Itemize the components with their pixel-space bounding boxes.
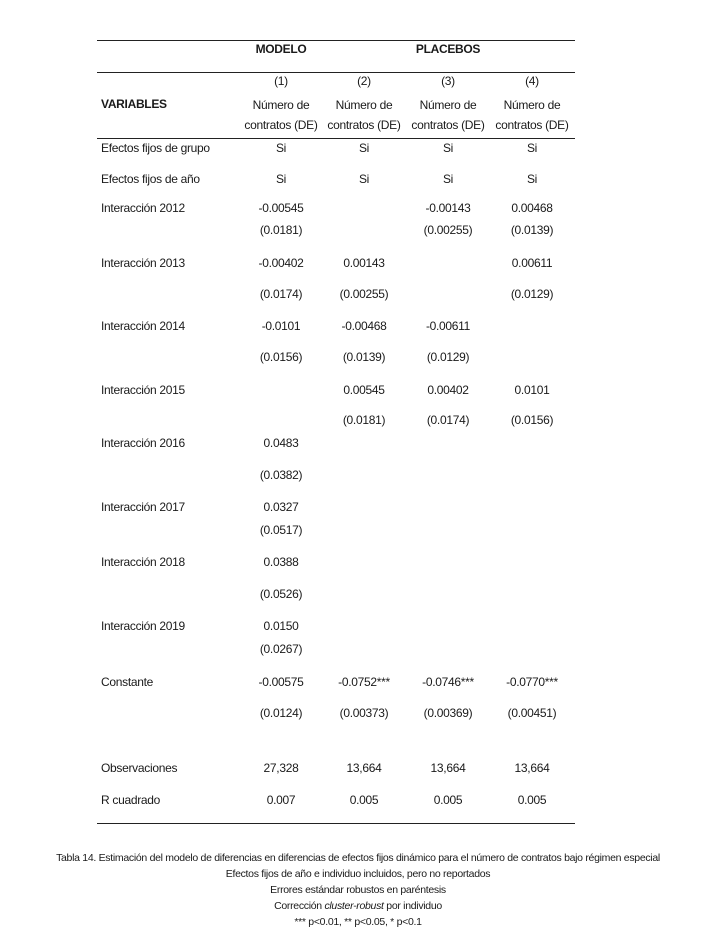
coef-cell-col1: -0.00575 bbox=[258, 675, 304, 689]
coef-cell-col3: -0.00611 bbox=[425, 319, 471, 333]
model-heading: MODELO bbox=[255, 42, 307, 56]
coef-cell-col4: 0.005 bbox=[517, 793, 547, 807]
caption-line-2: Efectos fijos de año e individuo incluidos, pero no reportados bbox=[225, 868, 491, 880]
row-label: R cuadrado bbox=[101, 793, 161, 807]
se-cell-col1: (0.0174) bbox=[259, 287, 303, 301]
se-cell-col1: (0.0382) bbox=[259, 468, 303, 482]
col-number-2: (2) bbox=[357, 74, 371, 88]
se-cell-col1: (0.0517) bbox=[259, 523, 303, 537]
col-title-line1: Número de bbox=[503, 98, 561, 112]
row-label: Interacción 2017 bbox=[101, 500, 185, 514]
se-cell-col1: (0.0526) bbox=[259, 587, 303, 601]
coef-cell-col2: 0.005 bbox=[349, 793, 379, 807]
se-cell-col2: (0.00255) bbox=[339, 287, 389, 301]
columns-rule bbox=[97, 138, 575, 139]
coef-cell-col3: -0.0746*** bbox=[422, 675, 474, 689]
coef-cell-col1: 27,328 bbox=[263, 761, 299, 775]
se-cell-col4: (0.00451) bbox=[507, 706, 557, 720]
row-label: Interacción 2014 bbox=[101, 319, 185, 333]
col-title-line2: contratos (DE) bbox=[411, 118, 485, 132]
col-title-1 bbox=[244, 95, 317, 135]
caption-line-4-italic: cluster-robust bbox=[324, 900, 384, 912]
coef-cell-col2: Si bbox=[358, 172, 370, 186]
se-cell-col3: (0.0129) bbox=[426, 350, 470, 364]
col-number-1: (1) bbox=[274, 74, 288, 88]
col-title-3 bbox=[411, 95, 484, 135]
coef-cell-col3: -0.00143 bbox=[425, 201, 471, 215]
se-cell-col3: (0.00369) bbox=[423, 706, 473, 720]
caption-line-4-pre: Corrección bbox=[274, 900, 325, 912]
se-cell-col1: (0.0124) bbox=[259, 706, 303, 720]
coef-cell-col1: 0.0327 bbox=[263, 500, 299, 514]
se-cell-col4: (0.0129) bbox=[510, 287, 554, 301]
se-cell-col1: (0.0156) bbox=[259, 350, 303, 364]
coef-cell-col2: 0.00545 bbox=[343, 383, 385, 397]
coef-cell-col2: -0.00468 bbox=[341, 319, 387, 333]
col-number-3: (3) bbox=[441, 74, 455, 88]
row-label: Efectos fijos de grupo bbox=[101, 141, 210, 155]
coef-cell-col1: -0.00402 bbox=[258, 256, 304, 270]
coef-cell-col2: 13,664 bbox=[346, 761, 382, 775]
se-cell-col4: (0.0139) bbox=[510, 223, 554, 237]
col-title-2 bbox=[327, 95, 400, 135]
coef-cell-col3: Si bbox=[442, 141, 454, 155]
caption-line-1: Tabla 14. Estimación del modelo de diferencias en diferencias de efectos fijos dinámico para el número de contratos bajo régimen especial bbox=[56, 852, 660, 864]
row-label: Interacción 2012 bbox=[101, 201, 185, 215]
coef-cell-col2: Si bbox=[358, 141, 370, 155]
coef-cell-col1: 0.0150 bbox=[263, 619, 299, 633]
col-title-line1: Número de bbox=[335, 98, 393, 112]
coef-cell-col4: 13,664 bbox=[514, 761, 550, 775]
coef-cell-col4: -0.0770*** bbox=[506, 675, 558, 689]
caption-line-4-post: por individuo bbox=[383, 900, 442, 912]
coef-cell-col4: 0.00611 bbox=[511, 256, 553, 270]
coef-cell-col3: Si bbox=[442, 172, 454, 186]
placebo-heading: PLACEBOS bbox=[415, 42, 481, 56]
se-cell-col3: (0.00255) bbox=[423, 223, 473, 237]
coef-cell-col2: -0.0752*** bbox=[338, 675, 390, 689]
caption-line-4 bbox=[0, 898, 716, 914]
col-title-4 bbox=[495, 95, 568, 135]
col-title-line1: Número de bbox=[252, 98, 310, 112]
row-label: Interacción 2019 bbox=[101, 619, 185, 633]
caption-line-3: Errores estándar robustos en paréntesis bbox=[270, 884, 446, 896]
row-label: Interacción 2018 bbox=[101, 555, 185, 569]
coef-cell-col1: 0.0388 bbox=[263, 555, 299, 569]
coef-cell-col1: Si bbox=[275, 172, 287, 186]
row-label: Constante bbox=[101, 675, 154, 689]
coef-cell-col3: 0.005 bbox=[433, 793, 463, 807]
row-label: Interacción 2016 bbox=[101, 436, 185, 450]
caption-line-5: *** p<0.01, ** p<0.05, * p<0.1 bbox=[294, 916, 422, 928]
se-cell-col1: (0.0267) bbox=[259, 642, 303, 656]
coef-cell-col2: 0.00143 bbox=[343, 256, 385, 270]
row-label: Interacción 2013 bbox=[101, 256, 185, 270]
coef-cell-col3: 0.00402 bbox=[427, 383, 469, 397]
coef-cell-col4: 0.0101 bbox=[514, 383, 550, 397]
coef-cell-col4: Si bbox=[526, 141, 538, 155]
se-cell-col2: (0.0181) bbox=[342, 413, 386, 427]
se-cell-col1: (0.0181) bbox=[259, 223, 303, 237]
coef-cell-col4: 0.00468 bbox=[511, 201, 553, 215]
row-label: Efectos fijos de año bbox=[101, 172, 200, 186]
bottom-rule bbox=[97, 823, 575, 824]
col-title-line1: Número de bbox=[419, 98, 477, 112]
coef-cell-col4: Si bbox=[526, 172, 538, 186]
col-title-line2: contratos (DE) bbox=[495, 118, 569, 132]
coef-cell-col1: -0.0101 bbox=[261, 319, 301, 333]
coef-cell-col3: 13,664 bbox=[430, 761, 466, 775]
se-cell-col4: (0.0156) bbox=[510, 413, 554, 427]
col-title-line2: contratos (DE) bbox=[327, 118, 401, 132]
top-rule bbox=[97, 40, 575, 41]
variables-heading: VARIABLES bbox=[101, 97, 167, 111]
coef-cell-col1: 0.007 bbox=[266, 793, 296, 807]
coef-cell-col1: -0.00545 bbox=[258, 201, 304, 215]
col-number-4: (4) bbox=[525, 74, 539, 88]
row-label: Interacción 2015 bbox=[101, 383, 185, 397]
table-caption bbox=[0, 850, 716, 930]
coef-cell-col1: Si bbox=[275, 141, 287, 155]
col-title-line2: contratos (DE) bbox=[244, 118, 318, 132]
se-cell-col2: (0.0139) bbox=[342, 350, 386, 364]
row-label: Observaciones bbox=[101, 761, 178, 775]
se-cell-col2: (0.00373) bbox=[339, 706, 389, 720]
se-cell-col3: (0.0174) bbox=[426, 413, 470, 427]
header-rule bbox=[97, 72, 575, 73]
coef-cell-col1: 0.0483 bbox=[263, 436, 299, 450]
